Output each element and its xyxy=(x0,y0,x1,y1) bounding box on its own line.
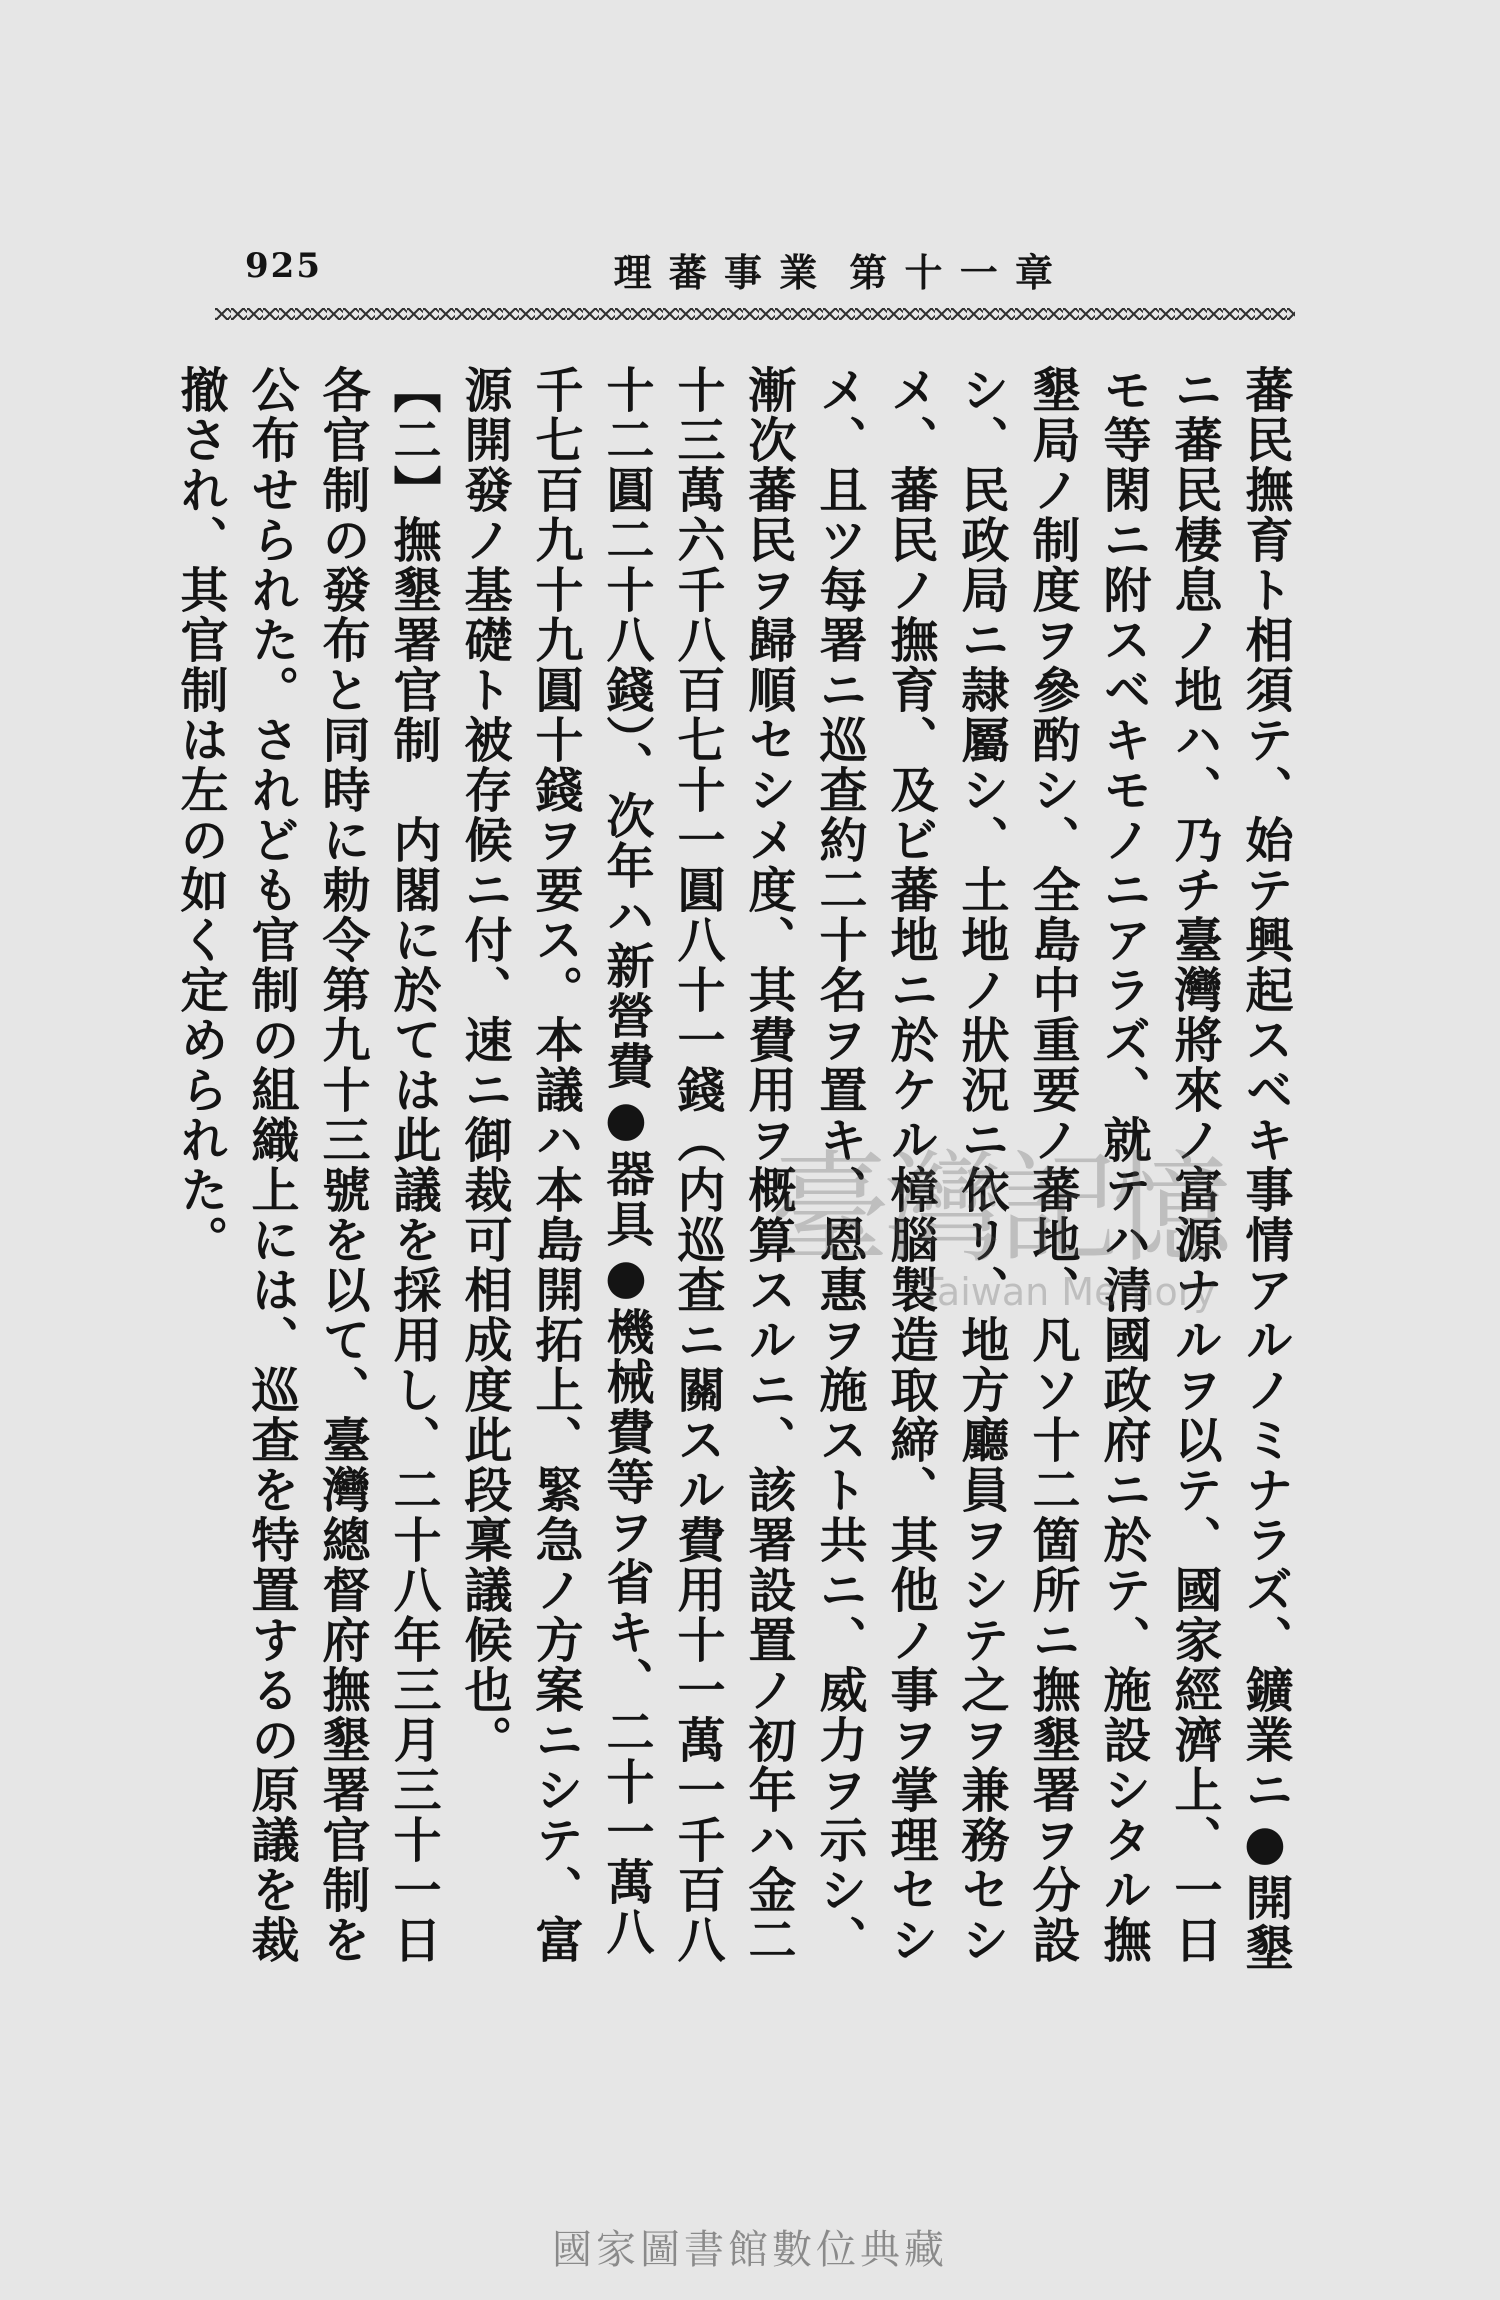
paragraph-2: 【二】撫墾署官制 内閣に於ては此議を採用し、二十八年三月三十一日各官制の發布と同時に勅令第九十三號を以て、臺灣總督府撫墾署官制を公布せられた。されども官制の組織上には、巡查を特置するの原議を裁撤され、其官制は左の如く定められた。 xyxy=(172,365,441,1965)
chapter-title: 第 十 一 章 xyxy=(849,250,1055,295)
page-number: 925 xyxy=(245,246,322,286)
paragraph-1: 蕃民撫育ト相須テ、始テ興起スベキ事情アルノミナラズ、鑛業ニ●開墾ニ蕃民棲息ノ地ハ、乃チ臺灣將來ノ富源ナルヲ以テ、國家經濟上、一日モ等閑ニ附スベキモノニアラズ、就テハ清國政府ニ於テ、施設シタル撫墾局ノ制度ヲ參酌シ、全島中重要ノ蕃地、凡ソ十二箇所ニ撫墾署ヲ分設シ、民政局ニ隷屬シ、土地ノ狀況ニ依リ、地方廳員ヲシテ之ヲ兼務セシメ、蕃民ノ撫育、及ビ蕃地ニ於ケル樟腦製造取締、其他ノ事ヲ掌理セシメ、且ツ每署ニ巡查約二十名ヲ置キ、恩惠ヲ施スト共ニ、威力ヲ示シ、漸次蕃民ヲ歸順セシメ度、其費用ヲ概算スルニ、該署設置ノ初年ハ金二十三萬六千八百七十一圓八十一錢（内巡查ニ關スル費用十一萬一千百八十二圓二十八錢）、次年ハ新營費●器具●機械費等ヲ省キ、二十一萬八千七百九十九圓十錢ヲ要ス。本議ハ本島開拓上、緊急ノ方案ニシテ、富源開發ノ基礎ト被存候ニ付、速ニ御裁可相成度此段稟議候也。 xyxy=(456,365,1293,1973)
vertical-text-body xyxy=(172,365,1300,2005)
header-divider xyxy=(215,308,1295,320)
watermark-main-text: 臺灣記憶 xyxy=(770,1140,1226,1279)
section-title: 理 蕃 事 業 xyxy=(613,250,820,295)
watermark-sub-text: Taiwan Memory xyxy=(920,1270,1216,1314)
page-header xyxy=(205,238,1295,298)
running-title xyxy=(614,242,1055,297)
library-footer: 國家圖書館數位典藏 xyxy=(552,2227,948,2273)
